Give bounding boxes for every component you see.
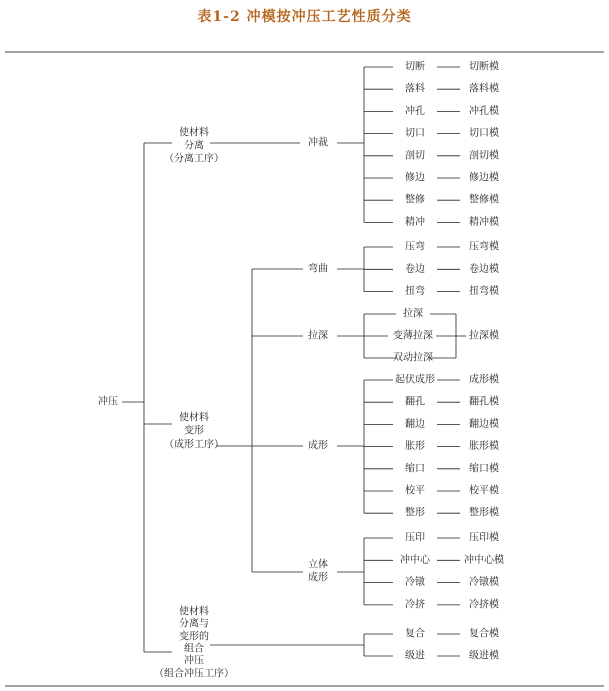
wanqu-process-label: 卷边 bbox=[405, 263, 425, 275]
chongcai-die-label: 切口模 bbox=[469, 128, 499, 140]
lashen-process-label: 变薄拉深 bbox=[393, 330, 433, 342]
chongcai-die-label: 剖切模 bbox=[469, 150, 499, 162]
chongcai-process-label: 切口 bbox=[405, 128, 425, 140]
chongcai-die-label: 精冲模 bbox=[469, 216, 499, 228]
chongcai-process-label: 切断 bbox=[405, 61, 425, 73]
chongcai-process-label: 落料 bbox=[405, 83, 425, 95]
liti-process-label: 冷挤 bbox=[405, 599, 425, 611]
chongcai-process-label: 冲孔 bbox=[405, 105, 425, 117]
chengxing-die-label: 缩口模 bbox=[469, 463, 499, 475]
liti-die-label: 冷挤模 bbox=[469, 599, 499, 611]
wanqu-die-label: 卷边模 bbox=[469, 263, 499, 275]
chongcai-die-label: 落料模 bbox=[469, 83, 499, 95]
table-title: 表1-2 冲模按冲压工艺性质分类 bbox=[197, 9, 412, 25]
liti-process-label: 压印 bbox=[405, 532, 425, 544]
chengxing-die-label: 翻孔模 bbox=[469, 396, 499, 408]
chongcai-process-label: 精冲 bbox=[405, 216, 425, 228]
lashen-process-label: 拉深 bbox=[403, 308, 423, 320]
category-forming-label: 使材料 bbox=[179, 412, 209, 424]
chongcai-process-label: 剖切 bbox=[405, 150, 425, 162]
chengxing-process-label: 翻孔 bbox=[405, 396, 425, 408]
chongcai-die-label: 修边模 bbox=[469, 172, 499, 184]
chongcai-die-label: 冲孔模 bbox=[469, 105, 499, 117]
chongcai-process-label: 修边 bbox=[405, 172, 425, 184]
group-liti-label: 成形 bbox=[308, 572, 328, 584]
liti-die-label: 冷镦模 bbox=[469, 577, 499, 589]
category-separation-label: 分离 bbox=[184, 140, 204, 152]
chengxing-process-label: 胀形 bbox=[405, 441, 425, 453]
category-combination-label: 冲压 bbox=[184, 655, 204, 667]
category-combination-label: 使材料 bbox=[179, 606, 209, 618]
category-combination-label: （组合冲压工序） bbox=[154, 668, 234, 680]
category-combination-label: 变形的 bbox=[179, 631, 209, 643]
chengxing-process-label: 缩口 bbox=[405, 463, 425, 475]
chengxing-die-label: 胀形模 bbox=[469, 441, 499, 453]
wanqu-die-label: 扭弯模 bbox=[469, 286, 499, 298]
wanqu-die-label: 压弯模 bbox=[469, 241, 499, 253]
chengxing-process-label: 校平 bbox=[405, 485, 425, 497]
chengxing-process-label: 起伏成形 bbox=[395, 374, 435, 386]
category-combination-label: 组合 bbox=[184, 643, 204, 655]
chongcai-die-label: 整修模 bbox=[469, 194, 499, 206]
wanqu-process-label: 扭弯 bbox=[405, 286, 425, 298]
group-liti-label: 立体 bbox=[308, 559, 328, 571]
chengxing-die-label: 整形模 bbox=[469, 507, 499, 519]
chongcai-process-label: 整修 bbox=[405, 194, 425, 206]
category-forming-label: （成形工序） bbox=[164, 439, 224, 451]
liti-die-label: 冲中心模 bbox=[464, 554, 504, 566]
combo-die-label: 级进模 bbox=[469, 650, 499, 662]
chengxing-die-label: 翻边模 bbox=[469, 418, 499, 430]
category-combination-label: 分离与 bbox=[179, 618, 209, 630]
chengxing-process-label: 整形 bbox=[405, 507, 425, 519]
category-separation-label: 使材料 bbox=[179, 127, 209, 139]
lashen-process-label: 双动拉深 bbox=[393, 352, 433, 364]
group-lashen-label: 拉深 bbox=[308, 330, 328, 342]
group-wanqu-label: 弯曲 bbox=[308, 263, 328, 275]
combo-process-label: 复合 bbox=[405, 628, 425, 640]
combo-die-label: 复合模 bbox=[469, 628, 499, 640]
liti-die-label: 压印模 bbox=[469, 532, 499, 544]
combo-process-label: 级进 bbox=[405, 650, 425, 662]
category-separation-label: （分离工序） bbox=[164, 153, 224, 165]
group-chengxing-label: 成形 bbox=[308, 440, 328, 452]
chongcai-die-label: 切断模 bbox=[469, 61, 499, 73]
wanqu-process-label: 压弯 bbox=[405, 241, 425, 253]
liti-process-label: 冷镦 bbox=[405, 577, 425, 589]
root-node-label: 冲压 bbox=[98, 396, 118, 408]
chengxing-process-label: 翻边 bbox=[405, 418, 425, 430]
chengxing-die-label: 成形模 bbox=[469, 374, 499, 386]
group-chongcai-label: 冲裁 bbox=[308, 137, 328, 149]
chengxing-die-label: 校平模 bbox=[469, 485, 499, 497]
liti-process-label: 冲中心 bbox=[400, 554, 430, 566]
category-forming-label: 变形 bbox=[184, 425, 204, 437]
lashen-die-label: 拉深模 bbox=[469, 330, 499, 342]
